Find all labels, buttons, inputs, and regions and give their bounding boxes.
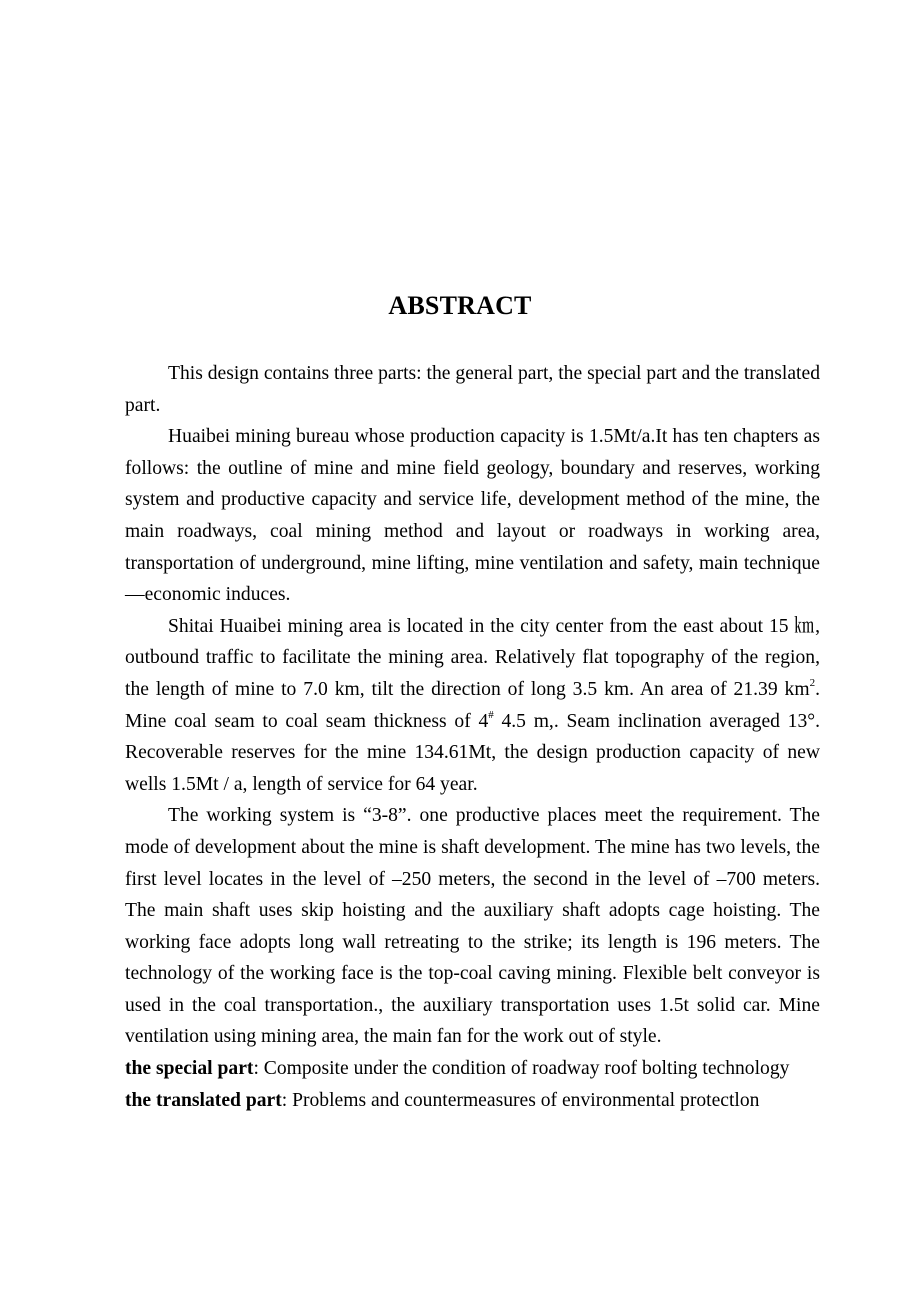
translated-part-label: the translated part bbox=[125, 1089, 282, 1111]
km-squared-superscript: 2 bbox=[809, 677, 816, 690]
special-part-line bbox=[125, 1053, 820, 1085]
paragraph-3-text-c: 4.5 m,. Seam inclination averaged 13°. Recoverable reserves for the mine 134.61Mt, the design production capacity of new wells 1.5Mt / a, length of service for 64 year. bbox=[125, 710, 820, 795]
translated-part-line bbox=[125, 1085, 820, 1117]
paragraph-4: The working system is “3-8”. one productive places meet the requirement. The mode of development about the mine is shaft development. The mine has two levels, the first level locates in the level of –250 meters, the second in the level of –700 meters. The main shaft uses skip hoisting and the auxiliary shaft adopts cage hoisting. The working face adopts long wall retreating to the strike; its length is 196 meters. The technology of the working face is the top-coal caving mining. Flexible belt conveyor is used in the coal transportation., the auxiliary transportation uses 1.5t solid car. Mine ventilation using mining area, the main fan for the work out of style. bbox=[125, 805, 820, 1048]
abstract-title: ABSTRACT bbox=[388, 291, 532, 320]
paragraph-3-text-b: . Mine coal seam to coal seam thickness of 4 bbox=[125, 678, 820, 732]
special-part-text: : Composite under the condition of roadway roof bolting technology bbox=[253, 1058, 790, 1080]
paragraph-3 bbox=[125, 611, 820, 801]
paragraph-2: Huaibei mining bureau whose production capacity is 1.5Mt/a.It has ten chapters as follows: the outline of mine and mine field geology, boundary and reserves, working system and productive capacity and service life, development method of the mine, the main roadways, coal mining method and layout or roadways in working area, transportation of underground, mine lifting, mine ventilation and safety, main technique—economic induces. bbox=[125, 426, 820, 606]
paragraph-3-text-a: Shitai Huaibei mining area is located in the city center from the east about 15 ㎞, outbound traffic to facilitate the mining area. Relatively flat topography of the region, the length of mine to 7.0 km, tilt the direction of long 3.5 km. An area of 21.39 km bbox=[125, 615, 820, 700]
paragraph-1: This design contains three parts: the general part, the special part and the translated part. bbox=[125, 363, 820, 416]
translated-part-text: : Problems and countermeasures of environmental protectlon bbox=[281, 1089, 760, 1111]
special-part-label: the special part bbox=[125, 1058, 254, 1080]
seam-number-superscript: # bbox=[488, 709, 494, 721]
abstract-body bbox=[125, 358, 820, 1116]
